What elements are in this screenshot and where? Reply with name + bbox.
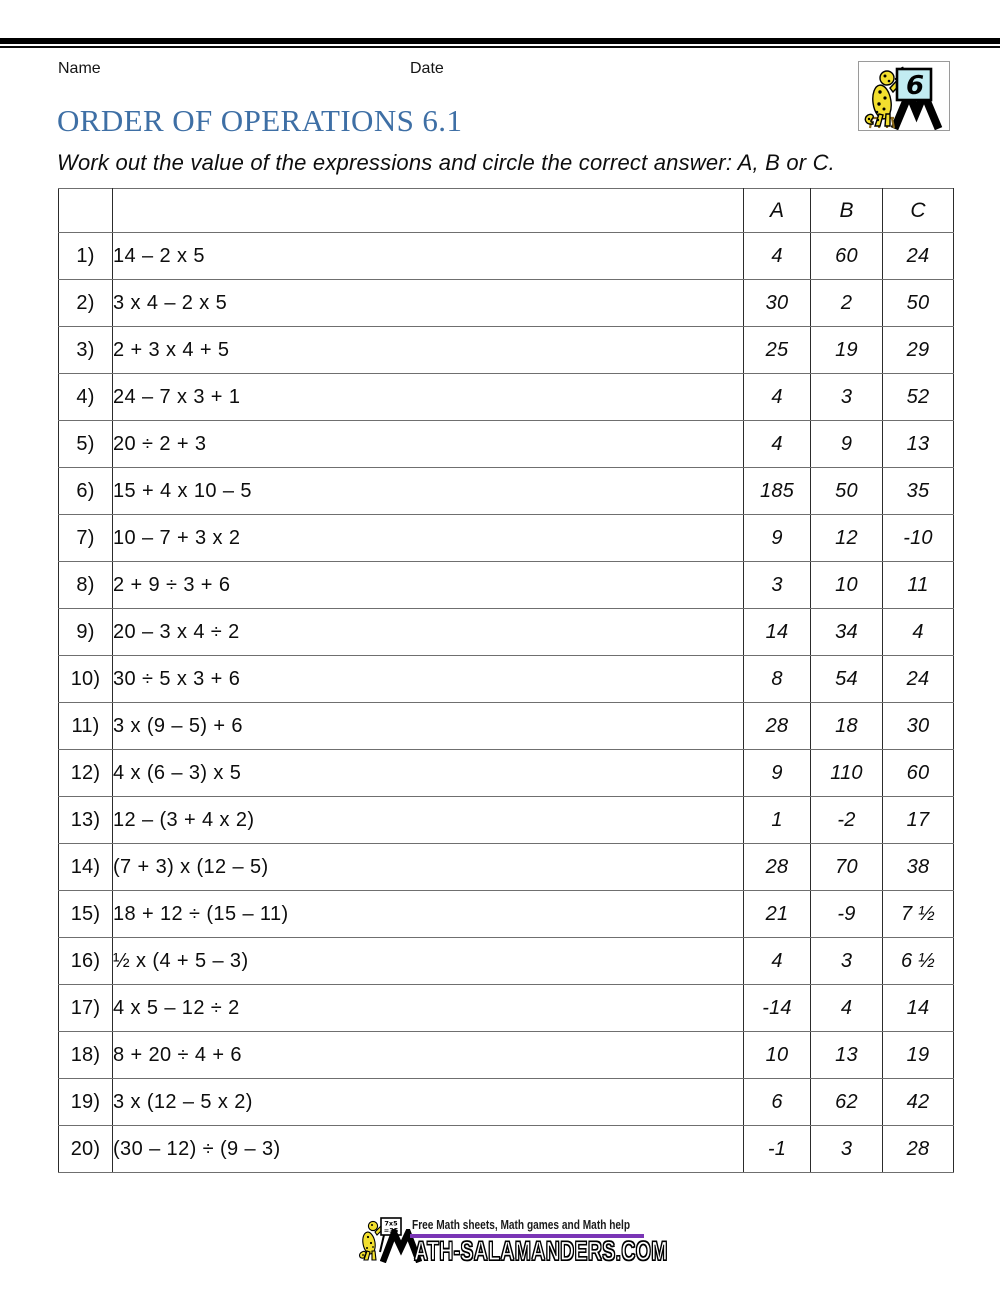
answer-option-b[interactable]: 62 bbox=[811, 1079, 883, 1126]
answer-option-c[interactable]: -10 bbox=[883, 515, 954, 562]
table-row bbox=[59, 515, 954, 562]
column-header-a: A bbox=[744, 189, 811, 233]
answer-option-b[interactable]: 3 bbox=[811, 938, 883, 985]
top-rule-thin bbox=[0, 46, 1000, 48]
column-header-c: C bbox=[883, 189, 954, 233]
expression: 24 – 7 x 3 + 1 bbox=[113, 374, 744, 421]
table-row bbox=[59, 1079, 954, 1126]
column-header-b: B bbox=[811, 189, 883, 233]
header-expression-cell bbox=[113, 189, 744, 233]
level-badge bbox=[858, 61, 950, 131]
problem-number: 8) bbox=[59, 562, 113, 609]
salamander-level-icon bbox=[859, 62, 949, 130]
expression: 3 x (12 – 5 x 2) bbox=[113, 1079, 744, 1126]
answer-option-c[interactable]: 17 bbox=[883, 797, 954, 844]
problem-number: 12) bbox=[59, 750, 113, 797]
expression: (30 – 12) ÷ (9 – 3) bbox=[113, 1126, 744, 1173]
answer-option-c[interactable]: 52 bbox=[883, 374, 954, 421]
answer-option-a[interactable]: 14 bbox=[744, 609, 811, 656]
level-number: 6 bbox=[905, 71, 925, 101]
answer-option-b[interactable]: 54 bbox=[811, 656, 883, 703]
table-row bbox=[59, 233, 954, 280]
problem-number: 5) bbox=[59, 421, 113, 468]
expression: 12 – (3 + 4 x 2) bbox=[113, 797, 744, 844]
expression: 4 x 5 – 12 ÷ 2 bbox=[113, 985, 744, 1032]
problem-number: 20) bbox=[59, 1126, 113, 1173]
answer-option-b[interactable]: 9 bbox=[811, 421, 883, 468]
problem-number: 4) bbox=[59, 374, 113, 421]
answer-option-c[interactable]: 24 bbox=[883, 656, 954, 703]
problem-number: 6) bbox=[59, 468, 113, 515]
answer-option-a[interactable]: 9 bbox=[744, 750, 811, 797]
problem-number: 7) bbox=[59, 515, 113, 562]
date-label: Date bbox=[410, 60, 444, 77]
problem-number: 13) bbox=[59, 797, 113, 844]
answer-option-c[interactable]: 42 bbox=[883, 1079, 954, 1126]
answer-option-c[interactable]: 29 bbox=[883, 327, 954, 374]
answer-option-b[interactable]: 19 bbox=[811, 327, 883, 374]
problem-number: 15) bbox=[59, 891, 113, 938]
answer-option-a[interactable]: 4 bbox=[744, 233, 811, 280]
problem-number: 18) bbox=[59, 1032, 113, 1079]
answer-option-c[interactable]: 50 bbox=[883, 280, 954, 327]
top-rule-thick bbox=[0, 38, 1000, 44]
answer-option-c[interactable]: 6 ½ bbox=[883, 938, 954, 985]
answer-option-b[interactable]: 2 bbox=[811, 280, 883, 327]
table-row bbox=[59, 327, 954, 374]
answer-option-c[interactable]: 28 bbox=[883, 1126, 954, 1173]
problem-number: 16) bbox=[59, 938, 113, 985]
answer-option-a[interactable]: 28 bbox=[744, 703, 811, 750]
answer-option-a[interactable]: 30 bbox=[744, 280, 811, 327]
answer-option-b[interactable]: 13 bbox=[811, 1032, 883, 1079]
table-row bbox=[59, 797, 954, 844]
table-row bbox=[59, 374, 954, 421]
name-label: Name bbox=[58, 60, 101, 77]
expression: 8 + 20 ÷ 4 + 6 bbox=[113, 1032, 744, 1079]
board-text-line1: 7x5 bbox=[384, 1219, 398, 1228]
table-row bbox=[59, 280, 954, 327]
answer-option-a[interactable]: 3 bbox=[744, 562, 811, 609]
answer-option-c[interactable]: 13 bbox=[883, 421, 954, 468]
expression: (7 + 3) x (12 – 5) bbox=[113, 844, 744, 891]
answer-option-a[interactable]: 185 bbox=[744, 468, 811, 515]
answer-option-a[interactable]: 4 bbox=[744, 421, 811, 468]
answer-option-a[interactable]: 1 bbox=[744, 797, 811, 844]
table-row bbox=[59, 938, 954, 985]
expression: 15 + 4 x 10 – 5 bbox=[113, 468, 744, 515]
header-number-cell bbox=[59, 189, 113, 233]
expression: 4 x (6 – 3) x 5 bbox=[113, 750, 744, 797]
table-row bbox=[59, 421, 954, 468]
answer-option-b[interactable]: 110 bbox=[811, 750, 883, 797]
problem-number: 19) bbox=[59, 1079, 113, 1126]
problem-number: 11) bbox=[59, 703, 113, 750]
answer-option-b[interactable]: -9 bbox=[811, 891, 883, 938]
answer-option-a[interactable]: 4 bbox=[744, 374, 811, 421]
footer-tagline: Free Math sheets, Math games and Math help bbox=[412, 1217, 631, 1232]
expression: ½ x (4 + 5 – 3) bbox=[113, 938, 744, 985]
table-row bbox=[59, 656, 954, 703]
page-title: ORDER OF OPERATIONS 6.1 bbox=[57, 103, 463, 138]
answer-option-b[interactable]: 70 bbox=[811, 844, 883, 891]
answer-option-b[interactable]: 3 bbox=[811, 374, 883, 421]
table-row bbox=[59, 468, 954, 515]
answer-option-c[interactable]: 35 bbox=[883, 468, 954, 515]
problem-number: 2) bbox=[59, 280, 113, 327]
expression: 3 x (9 – 5) + 6 bbox=[113, 703, 744, 750]
answer-option-a[interactable]: 21 bbox=[744, 891, 811, 938]
problem-number: 9) bbox=[59, 609, 113, 656]
answer-option-b[interactable]: 34 bbox=[811, 609, 883, 656]
answer-option-b[interactable]: 18 bbox=[811, 703, 883, 750]
answer-option-a[interactable]: 8 bbox=[744, 656, 811, 703]
answer-option-a[interactable]: -1 bbox=[744, 1126, 811, 1173]
problem-number: 14) bbox=[59, 844, 113, 891]
expression: 18 + 12 ÷ (15 – 11) bbox=[113, 891, 744, 938]
answer-option-c[interactable]: 30 bbox=[883, 703, 954, 750]
problem-number: 3) bbox=[59, 327, 113, 374]
table-row bbox=[59, 891, 954, 938]
expression: 2 + 3 x 4 + 5 bbox=[113, 327, 744, 374]
expression: 3 x 4 – 2 x 5 bbox=[113, 280, 744, 327]
answer-option-b[interactable]: 3 bbox=[811, 1126, 883, 1173]
table-row bbox=[59, 609, 954, 656]
answer-option-a[interactable]: 10 bbox=[744, 1032, 811, 1079]
problem-number: 1) bbox=[59, 233, 113, 280]
answer-option-c[interactable]: 60 bbox=[883, 750, 954, 797]
instruction-text: Work out the value of the expressions and circle the correct answer: A, B or C. bbox=[57, 150, 835, 175]
expression: 20 ÷ 2 + 3 bbox=[113, 421, 744, 468]
expression: 14 – 2 x 5 bbox=[113, 233, 744, 280]
site-name: ATH-SALAMANDERS.COM bbox=[414, 1236, 668, 1266]
answer-option-a[interactable]: 25 bbox=[744, 327, 811, 374]
table-row bbox=[59, 562, 954, 609]
answer-option-a[interactable]: 28 bbox=[744, 844, 811, 891]
table-row bbox=[59, 985, 954, 1032]
problem-number: 10) bbox=[59, 656, 113, 703]
table-row bbox=[59, 844, 954, 891]
answer-option-a[interactable]: 6 bbox=[744, 1079, 811, 1126]
answer-option-b[interactable]: 10 bbox=[811, 562, 883, 609]
answer-option-c[interactable]: 19 bbox=[883, 1032, 954, 1079]
answer-option-c[interactable]: 11 bbox=[883, 562, 954, 609]
worksheet-table-body bbox=[59, 233, 954, 1173]
table-row bbox=[59, 1126, 954, 1173]
answer-option-a[interactable]: 9 bbox=[744, 515, 811, 562]
answer-option-c[interactable]: 14 bbox=[883, 985, 954, 1032]
table-row bbox=[59, 1032, 954, 1079]
footer-logo-block bbox=[356, 1214, 668, 1268]
expression: 20 – 3 x 4 ÷ 2 bbox=[113, 609, 744, 656]
answer-option-c[interactable]: 24 bbox=[883, 233, 954, 280]
table-header-row bbox=[59, 189, 954, 233]
problem-number: 17) bbox=[59, 985, 113, 1032]
answer-option-a[interactable]: -14 bbox=[744, 985, 811, 1032]
table-row bbox=[59, 703, 954, 750]
expression: 2 + 9 ÷ 3 + 6 bbox=[113, 562, 744, 609]
answer-option-c[interactable]: 7 ½ bbox=[883, 891, 954, 938]
problems-table bbox=[58, 188, 954, 1173]
expression: 10 – 7 + 3 x 2 bbox=[113, 515, 744, 562]
answer-option-b[interactable]: 4 bbox=[811, 985, 883, 1032]
expression: 30 ÷ 5 x 3 + 6 bbox=[113, 656, 744, 703]
answer-option-a[interactable]: 4 bbox=[744, 938, 811, 985]
answer-option-c[interactable]: 38 bbox=[883, 844, 954, 891]
board-text-line2: =35 bbox=[383, 1226, 399, 1235]
answer-option-c[interactable]: 4 bbox=[883, 609, 954, 656]
answer-option-b[interactable]: 60 bbox=[811, 233, 883, 280]
table-row bbox=[59, 750, 954, 797]
answer-option-b[interactable]: 50 bbox=[811, 468, 883, 515]
answer-option-b[interactable]: 12 bbox=[811, 515, 883, 562]
answer-option-b[interactable]: -2 bbox=[811, 797, 883, 844]
